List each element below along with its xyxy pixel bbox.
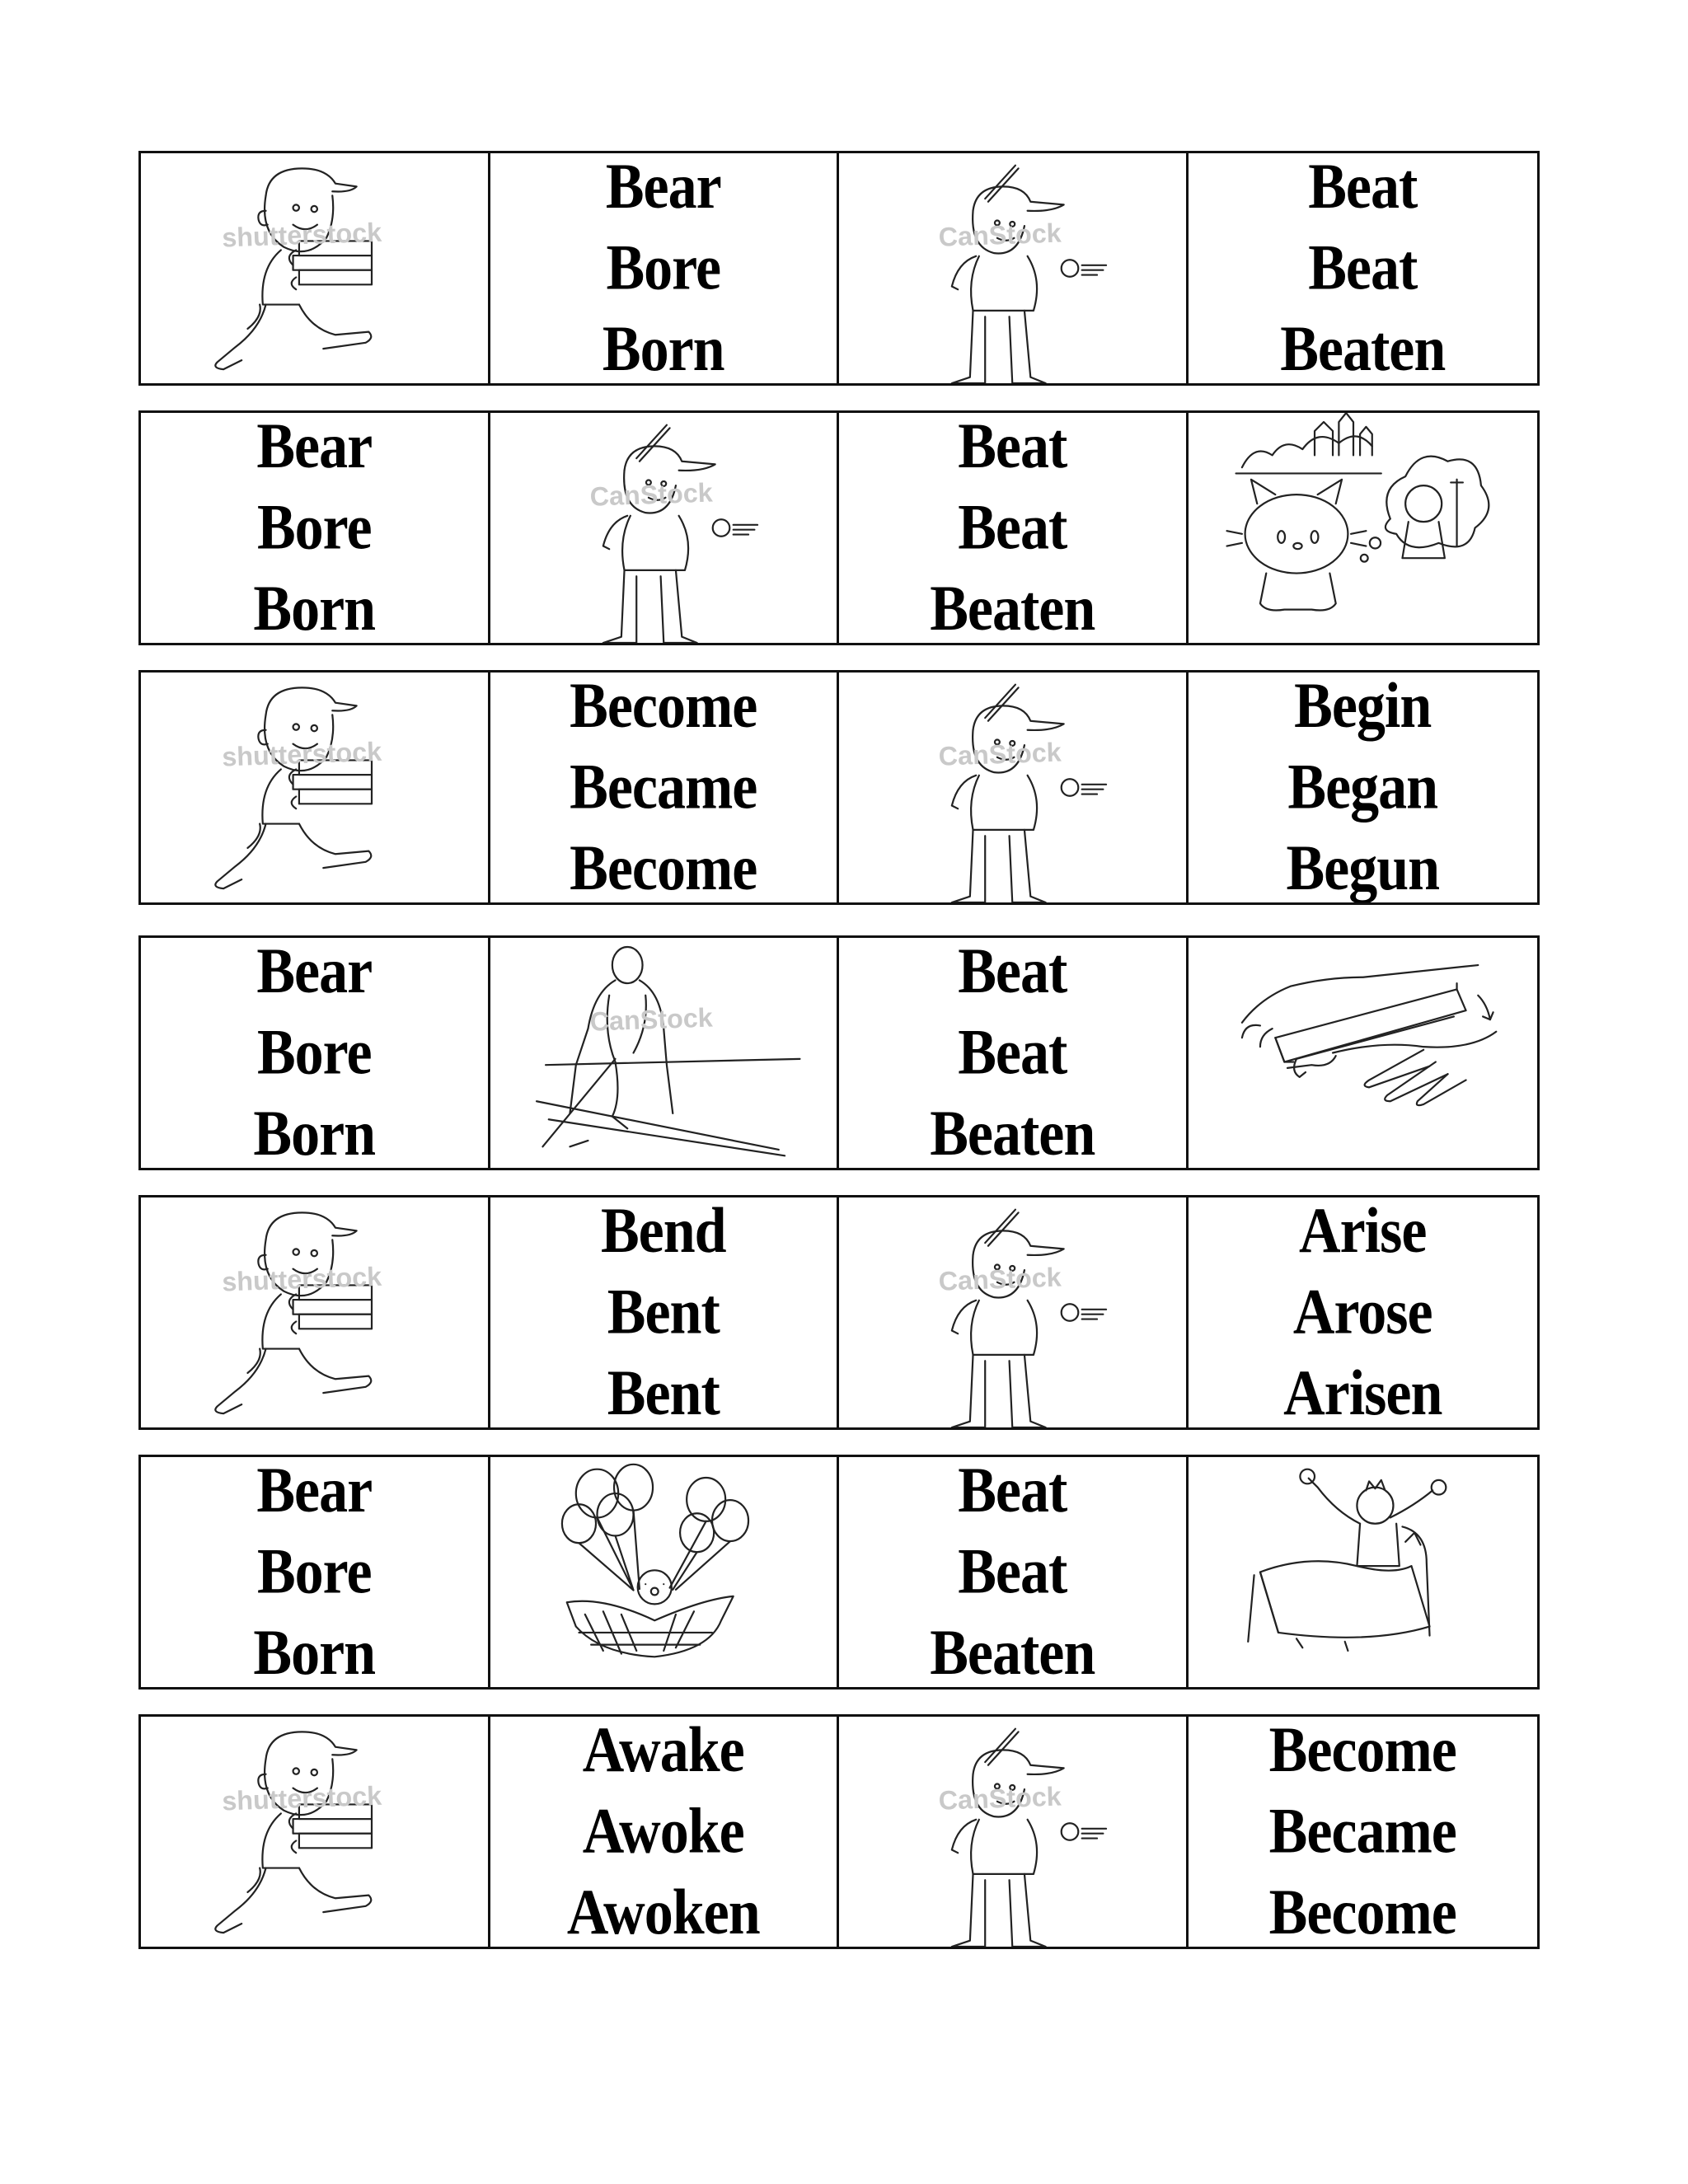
verb-form: Beat xyxy=(958,1457,1067,1526)
verb-form: Begin xyxy=(1294,673,1432,742)
verb-form: Beaten xyxy=(930,1617,1095,1687)
picture-cell xyxy=(490,413,840,643)
boy-carrying-books-icon xyxy=(141,1197,488,1427)
runner-at-starting-line-icon xyxy=(490,938,837,1168)
verb-forms-cell xyxy=(490,153,840,383)
verb-form: Become xyxy=(1268,1877,1456,1947)
verb-form: Bore xyxy=(256,1535,372,1608)
verb-form: Beat xyxy=(958,1016,1067,1089)
verb-form: Bore xyxy=(606,232,721,304)
verb-forms xyxy=(930,1457,1095,1687)
verb-form: Beaten xyxy=(930,1098,1095,1168)
verb-form: Bear xyxy=(256,1457,373,1526)
domino-card xyxy=(138,1455,1540,1690)
watermark: CanStock xyxy=(588,1002,713,1037)
verb-forms xyxy=(1286,673,1439,902)
domino-card xyxy=(138,670,1540,905)
picture-cell xyxy=(1189,413,1538,643)
verb-form: Bent xyxy=(607,1276,720,1348)
picture-cell xyxy=(490,1457,840,1687)
verb-form: Beaten xyxy=(1280,313,1446,383)
verb-forms-cell xyxy=(490,673,840,902)
verb-forms xyxy=(253,1457,375,1687)
verb-form: Born xyxy=(253,1617,376,1687)
verb-forms xyxy=(930,938,1095,1168)
verb-forms xyxy=(930,413,1095,643)
picture-cell xyxy=(141,153,490,383)
verb-form: Arise xyxy=(1299,1197,1427,1267)
verb-form: Beat xyxy=(1308,153,1418,223)
verb-forms-cell xyxy=(141,413,490,643)
clown-with-balloons-icon xyxy=(490,1457,837,1687)
verb-form: Bend xyxy=(600,1197,726,1267)
verb-form: Began xyxy=(1287,751,1438,823)
verb-form: Beat xyxy=(958,1535,1067,1608)
verb-form: Become xyxy=(570,832,757,902)
picture-cell xyxy=(839,1717,1189,1947)
watermark: shutterstock xyxy=(221,1780,382,1816)
verb-form: Begun xyxy=(1286,832,1440,902)
verb-forms xyxy=(1283,1197,1442,1427)
verb-form: Arose xyxy=(1292,1276,1432,1348)
watermark: CanStock xyxy=(588,477,713,512)
verb-form: Became xyxy=(570,751,757,823)
domino-card xyxy=(138,410,1540,645)
watermark: CanStock xyxy=(938,1781,1062,1816)
picture-cell xyxy=(490,938,840,1168)
domino-card xyxy=(138,151,1540,386)
picture-cell xyxy=(839,673,1189,902)
domino-card xyxy=(138,1714,1540,1949)
domino-card xyxy=(138,935,1540,1170)
verb-form: Awake xyxy=(582,1717,744,1786)
verb-form: Bear xyxy=(605,153,721,223)
verb-forms-cell xyxy=(1189,153,1538,383)
boy-carrying-books-icon xyxy=(141,673,488,902)
verb-form: Awoke xyxy=(582,1795,744,1868)
verb-forms xyxy=(1280,153,1445,383)
verb-forms xyxy=(570,673,757,902)
kitty-dreaming-of-castle-icon xyxy=(1189,413,1538,643)
picture-cell xyxy=(141,1717,490,1947)
verb-form: Become xyxy=(1268,1717,1456,1786)
baseball-batter-icon xyxy=(839,1717,1186,1947)
verb-forms xyxy=(1269,1717,1456,1947)
verb-forms-cell xyxy=(1189,1717,1538,1947)
verb-form: Bore xyxy=(256,491,372,564)
watermark: shutterstock xyxy=(221,1261,382,1297)
verb-form: Bent xyxy=(607,1357,720,1427)
verb-form: Beat xyxy=(1308,232,1418,304)
verb-forms-cell xyxy=(1189,673,1538,902)
verb-form: Awoken xyxy=(566,1877,760,1947)
picture-cell xyxy=(1189,938,1538,1168)
verb-form: Born xyxy=(253,1098,376,1168)
verb-form: Become xyxy=(570,673,757,742)
boy-waking-in-bed-icon xyxy=(1189,1457,1538,1687)
baseball-batter-icon xyxy=(839,673,1186,902)
verb-form: Became xyxy=(1268,1795,1456,1868)
verb-forms-cell xyxy=(839,413,1189,643)
domino-card xyxy=(138,1195,1540,1430)
watermark: shutterstock xyxy=(221,217,382,253)
verb-form: Beaten xyxy=(930,573,1095,643)
verb-forms xyxy=(603,153,724,383)
verb-forms-cell xyxy=(141,1457,490,1687)
verb-forms-cell xyxy=(839,938,1189,1168)
picture-cell xyxy=(141,673,490,902)
verb-form: Bear xyxy=(256,938,373,1007)
picture-cell xyxy=(839,153,1189,383)
verb-forms-cell xyxy=(490,1197,840,1427)
verb-forms xyxy=(601,1197,726,1427)
watermark: CanStock xyxy=(938,1262,1062,1296)
baseball-batter-icon xyxy=(839,1197,1186,1427)
watermark: shutterstock xyxy=(221,736,382,772)
picture-cell xyxy=(1189,1457,1538,1687)
verb-form: Beat xyxy=(958,491,1067,564)
baseball-batter-icon xyxy=(490,413,837,643)
picture-cell xyxy=(141,1197,490,1427)
verb-form: Beat xyxy=(958,938,1067,1007)
verb-forms xyxy=(567,1717,760,1947)
verb-forms-cell xyxy=(490,1717,840,1947)
verb-forms-cell xyxy=(1189,1197,1538,1427)
boy-carrying-books-icon xyxy=(141,153,488,383)
verb-form: Bore xyxy=(256,1016,372,1089)
verb-forms xyxy=(253,413,375,643)
verb-forms xyxy=(253,938,375,1168)
verb-form: Bear xyxy=(256,413,373,482)
verb-forms-cell xyxy=(839,1457,1189,1687)
watermark: CanStock xyxy=(938,737,1062,771)
verb-form: Born xyxy=(253,573,376,643)
hands-bending-bar-icon xyxy=(1189,938,1538,1168)
boy-carrying-books-icon xyxy=(141,1717,488,1947)
picture-cell xyxy=(839,1197,1189,1427)
verb-form: Beat xyxy=(958,413,1067,482)
watermark: CanStock xyxy=(938,218,1062,252)
verb-form: Arisen xyxy=(1283,1357,1442,1427)
verb-form: Born xyxy=(602,313,724,383)
baseball-batter-icon xyxy=(839,153,1186,383)
verb-forms-cell xyxy=(141,938,490,1168)
